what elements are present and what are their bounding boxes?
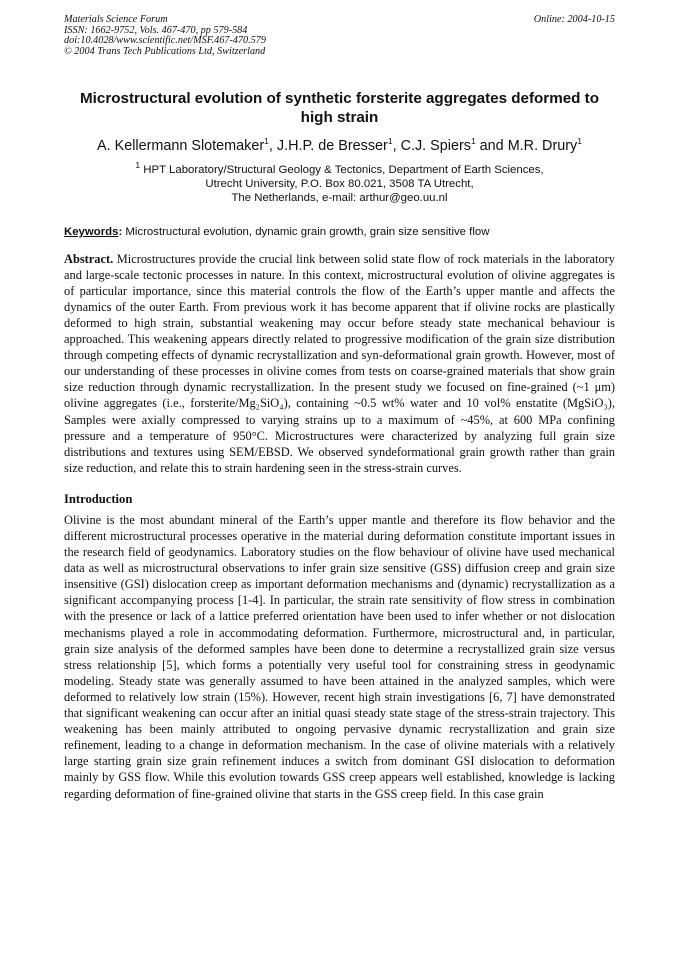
online-date: Online: 2004-10-15	[533, 14, 615, 25]
affiliation-line-1: $^1$ HPT Laboratory/Structural Geology & Tectonics, Department of Earth Sciences,	[135, 160, 544, 176]
author-separator: and	[475, 138, 508, 154]
author-affiliation-mark: 1	[387, 136, 393, 147]
keywords-label: Keywords	[64, 225, 119, 238]
affiliation-line-2: Utrecht University, P.O. Box 80.021, 3508 TA Utrecht,	[205, 178, 474, 191]
copyright-line: © 2004 Trans Tech Publications Ltd, Switzerland	[64, 45, 266, 57]
affiliation-line-3: The Netherlands, e-mail: arthur@geo.uu.nl	[231, 192, 448, 205]
abstract-text: Microstructures provide the crucial link between solid state flow of rock materials in the laboratory and large-scale tectonic processes in nature. In this context, microstructural evolution of olivine aggregates is of particular importance, since this material controls the flow of the Earth’s upper mantle and affects the dynamics of the outer Earth. From previous work it has become apparent that if olivine rocks are plastically deformed to high strain, substantial weakening may occur before steady state mechanical behaviour is approached. This weakening appears directly related to progressive modification of the grain size distribution through competing effects of dynamic recrystallization and syn-deformational grain growth. However, most of our understanding of these processes in olivine comes from tests on coarse-grained materials that show grain size reduction through dynamic recrystallization. In the present study we focused on fine-grained (~1 μm) olivine aggregates (i.e., forsterite/Mg₂SiO₄), containing ~0.5 wt% water and 10 vol% enstatite (MgSiO₃), Samples were axially compressed to varying strains up to a maximum of ~45%, at 600 MPa confining pressure and a temperature of 950°C. Microstructures were characterized by analyzing full grain size distributions and textures using SEM/EBSD. We observed syndeformational grain growth rather than grain size reduction, and relate this to strain hardening seen in the stress-strain curves.	[64, 251, 615, 475]
author-separator: ,	[392, 138, 401, 154]
author-affiliation-mark: 1	[470, 136, 476, 147]
paper-page	[64, 15, 615, 802]
keywords-text: Microstructural evolution, dynamic grain growth, grain size sensitive flow	[122, 225, 490, 238]
keywords-colon: :	[118, 225, 123, 238]
author-name: C.J. Spiers	[400, 138, 471, 154]
author-separator: ,	[268, 138, 277, 154]
doi-line[interactable]: doi:10.4028/www.scientific.net/MSF.467-470.579	[64, 35, 266, 47]
abstract-label: Abstract.	[64, 251, 114, 266]
author-list	[64, 137, 615, 155]
journal-name: Materials Science Forum	[64, 14, 168, 25]
introduction-paragraph: Olivine is the most abundant mineral of the Earth’s upper mantle and therefore its flow behavior and the different microstructural processes operative in the material during deformation constitute important issues in the research field of geodynamics. Laboratory studies on the flow behaviour of olivine have used mechanical data as well as microstructural observations to infer grain size sensitive (GSS) diffusion creep and grain size insensitive (GSI) dislocation creep as important deformation mechanisms and (dynamic) recrystallization as a significant accompanying process [1-4]. In particular, the strain rate sensitivity of flow stress in combination with the presence or lack of a lattice preferred orientation have been used to infer whether or not dislocation mechanisms played a role in accommodating deformation. Furthermore, microstructural and, in particular, grain size analysis of the deformed samples have been done to determine a recrystallized grain size versus stress relationship [5], which forms a potentially very useful tool for constraining stress in geodynamic modeling. Steady state was generally assumed to have been attained in the analyzed samples, which were deformed to relatively low strain (15%). However, recent high strain investigations [6, 7] have demonstrated that significant weakening can occur after an initial quasi steady state stage of the stress-strain trajectory. This weakening has been mainly attributed to ongoing pervasive dynamic recrystallization and grain size refinement, leading to a change in deformation mechanism. In the case of olivine materials with a relatively large starting grain size grain refinement induces a switch from dominant GSI dislocation to deformation mainly by GSS flow. While this evolution towards GSS creep appears well established, knowledge is lacking regarding deformation of fine-grained olivine that starts in the GSS creep field. In this case grain	[64, 512, 615, 801]
keywords-line	[64, 225, 615, 239]
author-name: M.R. Drury	[507, 138, 578, 154]
abstract-paragraph	[64, 251, 615, 476]
author-name: J.H.P. de Bresser	[276, 138, 388, 154]
affiliation-block	[64, 160, 615, 206]
journal-header	[64, 15, 615, 67]
citation-block	[64, 15, 615, 57]
issn-line: ISSN: 1662-9752, Vols. 467-470, pp 579-584	[64, 24, 248, 36]
author-affiliation-mark: 1	[577, 136, 582, 147]
author-name: A. Kellermann Slotemaker	[97, 138, 265, 154]
affiliation-mark: 1	[135, 160, 141, 171]
section-heading-introduction: Introduction	[64, 491, 133, 506]
paper-title: Microstructural evolution of synthetic forsterite aggregates deformed to high strain	[80, 90, 599, 126]
author-affiliation-mark: 1	[264, 136, 269, 147]
